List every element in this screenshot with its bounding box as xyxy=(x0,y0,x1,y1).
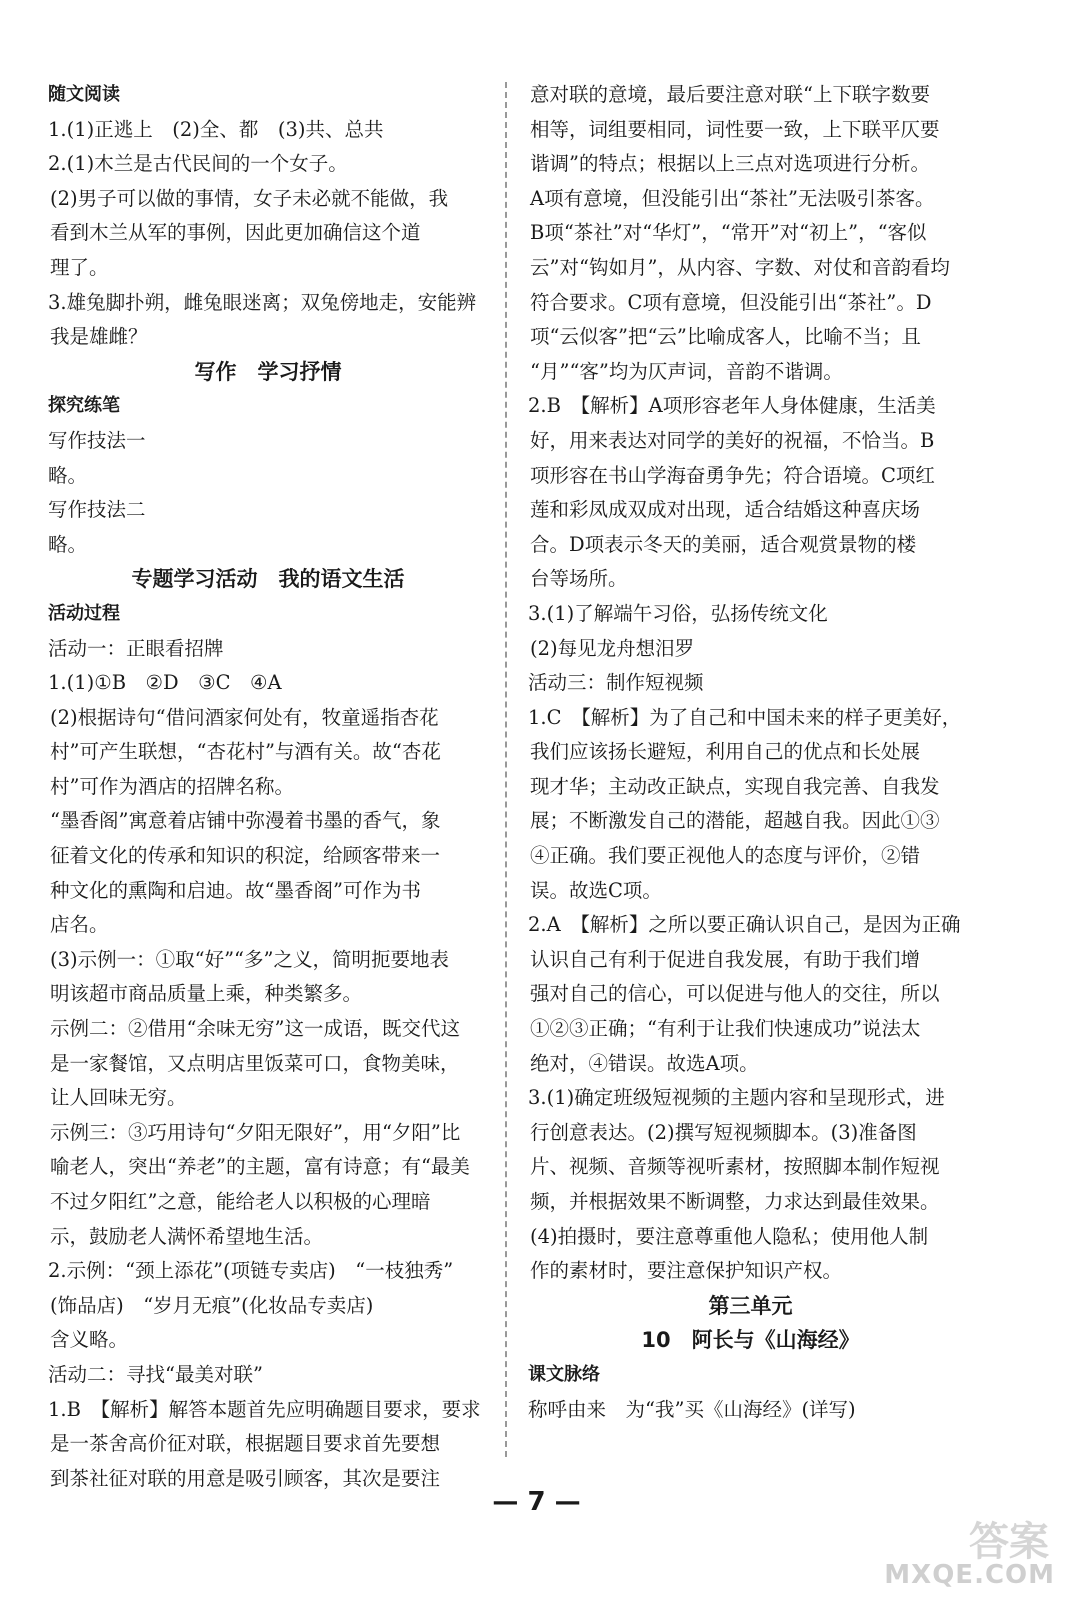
answer-text: (饰品店) “岁月无痕”(化妆品专卖店) xyxy=(50,1293,374,1317)
answer-text: 征着文化的传承和知识的积淀，给顾客带来一 xyxy=(50,844,441,868)
section-heading: 课文脉络 xyxy=(528,1363,600,1385)
answer-text: 我是雄雌？ xyxy=(50,325,148,349)
text-line: 写作技法一 xyxy=(48,428,146,452)
answer-text: (4)拍摄时，要注意尊重他人隐私；使用他人制 xyxy=(530,1224,929,1248)
answer-text: 是一茶舍高价征对联，根据题目要求首先要想 xyxy=(50,1432,441,1456)
section-heading: 随文阅读 xyxy=(48,84,120,105)
text-line: 略。 xyxy=(48,463,88,487)
answer-text: 项形容在书山学海奋勇争先；符合语境。C项红 xyxy=(530,463,935,487)
answer-text: 强对自己的信心，可以促进与他人的交往，所以 xyxy=(530,982,940,1006)
answer-text: 明该超市商品质量上乘，种类繁多。 xyxy=(50,982,363,1006)
answer-text: 理了。 xyxy=(50,255,109,279)
answer-text: ①②③正确；“有利于让我们快速成功”说法太 xyxy=(530,1017,921,1041)
answer-item: 3.(1)了解端午习俗，弘扬传统文化 xyxy=(528,601,828,625)
answer-item: 2.(1)木兰是古代民间的一个女子。 xyxy=(48,152,348,176)
answer-text: 云”对“钩如月”，从内容、字数、对仗和音韵看均 xyxy=(530,255,950,279)
answer-text: 意对联的意境，最后要注意对联“上下联字数要 xyxy=(530,83,930,106)
answer-text: (2)每见龙舟想汨罗 xyxy=(530,636,695,660)
section-title: 写作 学习抒情 xyxy=(194,359,342,384)
right-column xyxy=(528,78,973,1427)
text-line: 略。 xyxy=(48,532,88,556)
answer-text: 喻老人，突出“养老”的主题，富有诗意；有“最美 xyxy=(50,1155,470,1179)
section-title: 专题学习活动 我的语文生活 xyxy=(131,567,405,592)
answer-text: 合。D项表示冬天的美丽，适合观赏景物的楼 xyxy=(530,532,917,556)
answer-text: 示例三：③巧用诗句“夕阳无限好”，用“夕阳”比 xyxy=(50,1120,461,1144)
answer-text: ④正确。我们要正视他人的态度与评价，②错 xyxy=(530,844,921,868)
answer-text: 频，并根据效果不断调整，力求达到最佳效果。 xyxy=(530,1190,940,1213)
left-column xyxy=(48,78,488,1496)
page-number: — 7 — xyxy=(492,1487,581,1517)
answer-text: “月”“客”均为仄声词，音韵不谐调。 xyxy=(530,359,843,383)
text-line: 活动二：寻找“最美对联” xyxy=(48,1362,263,1386)
section-heading: 活动过程 xyxy=(48,602,120,624)
answer-item: 2.A 【解析】之所以要正确认识自己，是因为正确 xyxy=(528,913,961,937)
answer-text: 让人回味无穷。 xyxy=(50,1086,187,1110)
answer-text: 村”可作为酒店的招牌名称。 xyxy=(50,774,294,798)
text-line: 写作技法二 xyxy=(48,498,146,522)
answer-text: 谐调”的特点；根据以上三点对选项进行分析。 xyxy=(530,152,930,176)
answer-item: 1.(1)①B ②D ③C ④A xyxy=(48,671,282,695)
section-title: 第三单元 xyxy=(708,1293,793,1318)
answer-text: 村”可产生联想，“杏花村”与酒有关。故“杏花 xyxy=(50,740,441,764)
answer-text: “墨香阁”寓意着店铺中弥漫着书墨的香气，象 xyxy=(50,809,441,833)
answer-text: 台等场所。 xyxy=(530,567,628,591)
answer-text: (2)男子可以做的事情，女子未必就不能做，我 xyxy=(50,186,449,210)
answer-text: A项有意境，但没能引出“茶社”无法吸引茶客。 xyxy=(530,186,935,210)
answer-item: 1.(1)正逃上 (2)全、都 (3)共、总共 xyxy=(48,117,384,141)
watermark-top: 答案 xyxy=(969,1519,1049,1565)
answer-text: B项“茶社”对“华灯”，“常开”对“初上”，“客似 xyxy=(530,221,927,245)
watermark-logo xyxy=(884,1510,1055,1590)
answer-text: 我们应该扬长避短，利用自己的优点和长处展 xyxy=(530,740,921,764)
text-line: 称呼由来 为“我”买《山海经》(详写) xyxy=(528,1397,856,1421)
answer-text: 展；不断激发自己的潜能，超越自我。因此①③ xyxy=(530,809,940,833)
answer-text: 是一家餐馆，又点明店里饭菜可口，食物美味， xyxy=(50,1051,460,1075)
answer-text: 现才华；主动改正缺点，实现自我完善、自我发 xyxy=(530,774,940,798)
answer-text: 种文化的熏陶和启迪。故“墨香阁”可作为书 xyxy=(50,878,421,902)
answer-item: 1.B 【解析】解答本题首先应明确题目要求，要求 xyxy=(48,1397,481,1421)
answer-text: 认识自己有利于促进自我发展，有助于我们增 xyxy=(530,947,921,971)
section-title: 10 阿长与《山海经》 xyxy=(641,1328,860,1353)
answer-text: (2)根据诗句“借问酒家何处有，牧童遥指杏花 xyxy=(50,705,439,729)
answer-text: 片、视频、音频等视听素材，按照脚本制作短视 xyxy=(530,1155,940,1179)
answer-text: 项“云似客”把“云”比喻成客人，比喻不当；且 xyxy=(530,325,921,349)
answer-item: 3.雄兔脚扑朔，雌兔眼迷离；双兔傍地走，安能辨 xyxy=(48,290,477,314)
column-divider xyxy=(505,82,507,1457)
watermark-text: MXQE.COM xyxy=(884,1560,1055,1590)
answer-text: (3)示例一：①取“好”“多”之义，简明扼要地表 xyxy=(50,947,449,971)
answer-text: 行创意表达。(2)撰写短视频脚本。(3)准备图 xyxy=(530,1120,917,1144)
answer-text: 莲和彩凤成双成对出现，适合结婚这种喜庆场 xyxy=(530,498,921,522)
answer-item: 2.B 【解析】A项形容老年人身体健康，生活美 xyxy=(528,394,936,418)
answer-item: 3.(1)确定班级短视频的主题内容和呈现形式，进 xyxy=(528,1086,945,1110)
answer-text: 到茶社征对联的用意是吸引顾客，其次是要注 xyxy=(50,1466,441,1490)
answer-text: 不过夕阳红”之意，能给老人以积极的心理暗 xyxy=(50,1190,431,1213)
answer-item: 2.示例：“颈上添花”(项链专卖店) “一枝独秀” xyxy=(48,1259,454,1283)
answer-text: 符合要求。C项有意境，但没能引出“茶社”。D xyxy=(530,290,932,314)
answer-text: 示例二：②借用“余味无穷”这一成语，既交代这 xyxy=(50,1017,460,1041)
answer-text: 误。故选C项。 xyxy=(530,878,662,902)
answer-text: 示，鼓励老人满怀希望地生活。 xyxy=(50,1224,324,1248)
text-line: 活动三：制作短视频 xyxy=(528,671,704,695)
answer-text: 绝对，④错误。故选A项。 xyxy=(530,1051,759,1075)
answer-item: 1.C 【解析】为了自己和中国未来的样子更美好， xyxy=(528,705,962,729)
answer-text: 含义略。 xyxy=(50,1328,129,1352)
answer-text: 好，用来表达对同学的美好的祝福，不恰当。B xyxy=(530,428,935,452)
answer-text: 相等，词组要相同，词性要一致，上下联平仄要 xyxy=(530,117,940,141)
answer-text: 店名。 xyxy=(50,913,109,937)
section-heading: 探究练笔 xyxy=(48,395,120,417)
text-line: 活动一：正眼看招牌 xyxy=(48,636,224,660)
answer-text: 看到木兰从军的事例，因此更加确信这个道 xyxy=(50,221,421,245)
answer-text: 作的素材时，要注意保护知识产权。 xyxy=(530,1259,843,1283)
